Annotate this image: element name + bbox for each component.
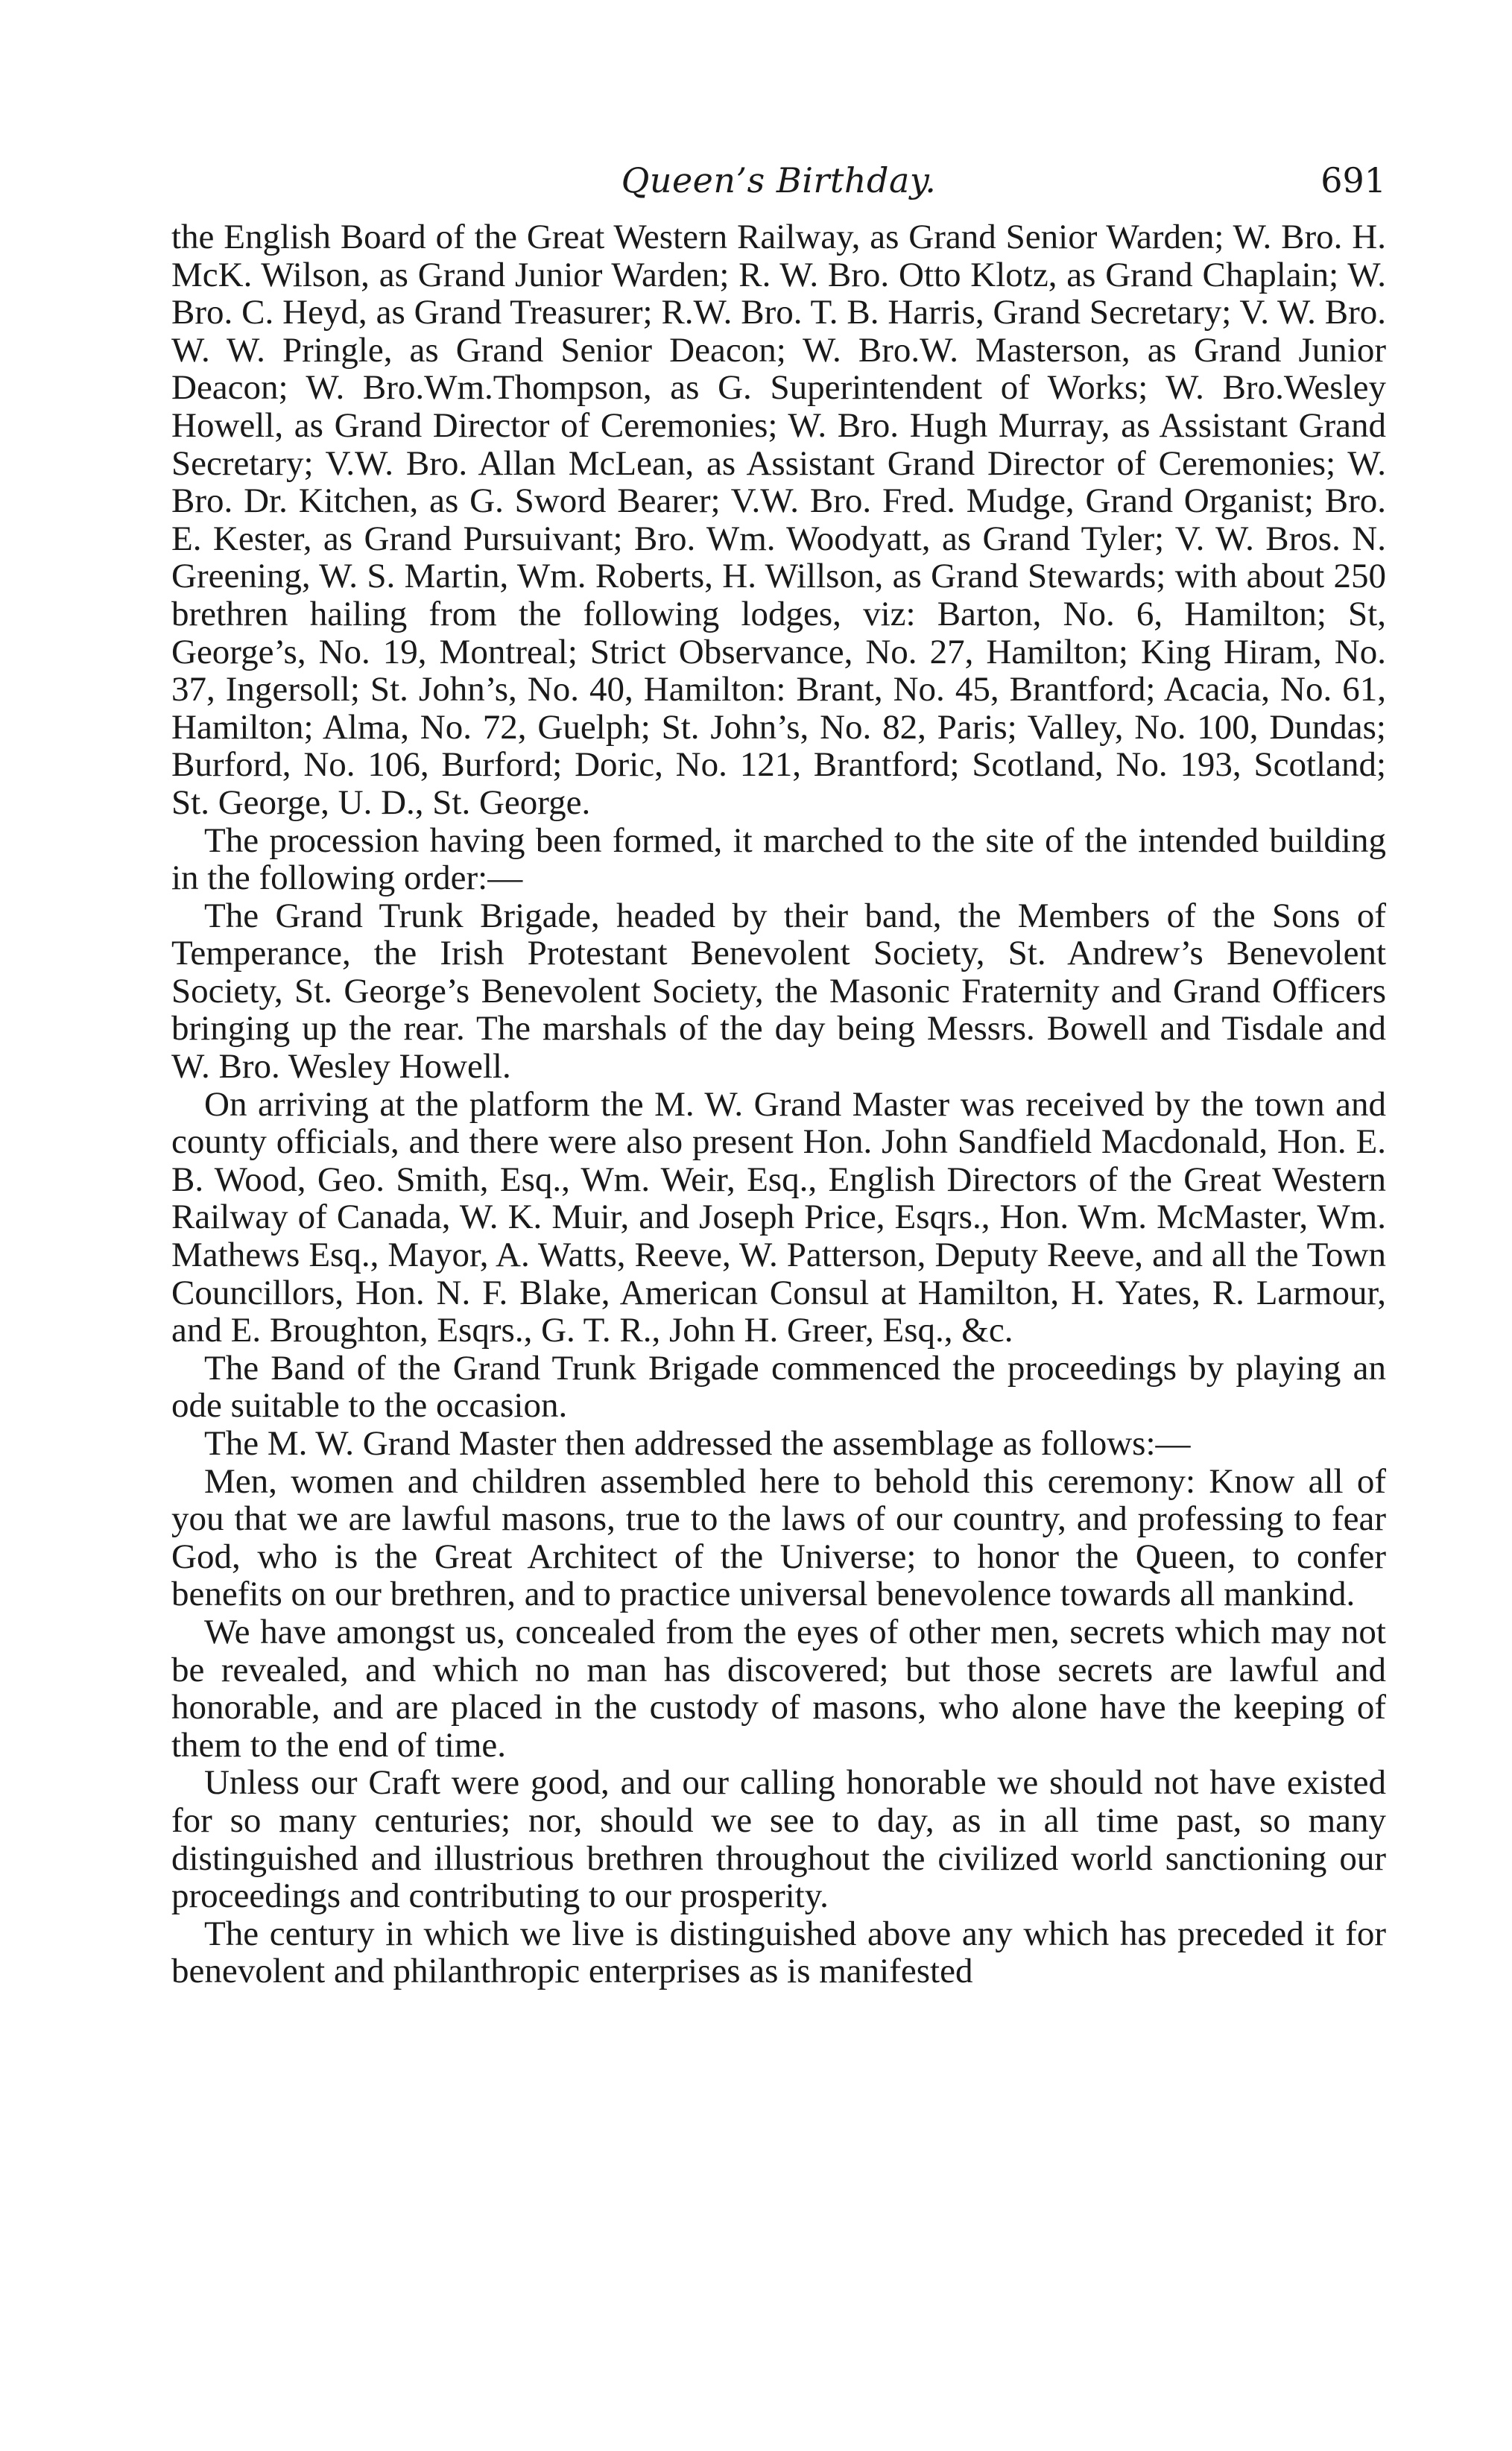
paragraph-speech-craft: Unless our Craft were good, and our calling honorable we should not have existed for so many centuries; nor, should we see to day, as in all time past, so many distinguished and illustrious brethren throughout the civilized world sanctioning our proceedings and contributing to our prosperity. [171,1763,1386,1916]
paragraph-speech-secrets: We have amongst us, concealed from the eyes of other men, secrets which may not be revealed, and which no man has discovered; but those secrets are lawful and honorable, and are placed in the custody of masons, who alone have the keeping of them to the end of time. [171,1612,1386,1765]
paragraph-procession-formed: The procession having been formed, it marched to the site of the intended building in the following order:— [171,820,1386,898]
running-head: Queen’s Birthday. [621,160,937,200]
paragraph-continued: the English Board of the Great Western Railway, as Grand Senior Warden; W. Bro. H. McK. Wilson, as Grand Junior Warden; R. W. Bro. Otto Klotz, as Grand Chaplain; W. Bro. C. Heyd, as Grand Treasurer; R.W. Bro. T. B. Harris, Grand Secretary; V. W. Bro. W. W. Pringle, as Grand Senior Deacon; W. Bro.W. Masterson, as Grand Junior Deacon; W. Bro.Wm.Thompson, as G. Superintendent of Works; W. Bro.Wesley Howell, as Grand Director of Ceremonies; W. Bro. Hugh Murray, as Assistant Grand Secretary; V.W. Bro. Allan McLean, as Assistant Grand Director of Ceremonies; W. Bro. Dr. Kitchen, as G. Sword Bearer; V.W. Bro. Fred. Mudge, Grand Organist; Bro. E. Kester, as Grand Pursuivant; Bro. Wm. Woodyatt, as Grand Tyler; V. W. Bros. N. Greening, W. S. Martin, Wm. Roberts, H. Willson, as Grand Stewards; with about 250 brethren hailing from the following lodges, viz: Barton, No. 6, Hamilton; St, George’s, No. 19, Montreal; Strict Observance, No. 27, Hamilton; King Hiram, No. 37, Ingersoll; St. John’s, No. 40, Hamilton: Brant, No. 45, Brantford; Acacia, No. 61, Hamilton; Alma, No. 72, Guelph; St. John’s, No. 82, Paris; Valley, No. 100, Dundas; Burford, No. 106, Burford; Doric, No. 121, Brantford; Scotland, No. 193, Scotland; St. George, U. D., St. George. [171,218,1386,822]
page-number: 691 [1320,160,1386,200]
paragraph-speech-century: The century in which we live is distinguished above any which has preceded it for benevolent and philanthropic enterprises as is manifested [171,1914,1386,1991]
paragraph-grand-master-address: The M. W. Grand Master then addressed the assemblage as follows:— [204,1424,1191,1463]
page-header [171,160,1386,218]
book-page [171,160,1386,1990]
paragraph-speech-lawful-masons: Men, women and children assembled here to behold this ceremony: Know all of you that we are lawful masons, true to the laws of our country, and professing to fear God, who is the Great Architect of the Universe; to honor the Queen, to confer benefits on our brethren, and to practice universal benevolence towards all mankind. [171,1461,1386,1614]
paragraph-platform-arrival: On arriving at the platform the M. W. Grand Master was received by the town and county officials, and there were also present Hon. John Sandfield Macdonald, Hon. E. B. Wood, Geo. Smith, Esq., Wm. Weir, Esq., English Directors of the Great Western Railway of Canada, W. K. Muir, and Joseph Price, Esqrs., Hon. Wm. McMaster, Wm. Mathews Esq., Mayor, A. Watts, Reeve, W. Patterson, Deputy Reeve, and all the Town Councillors, Hon. N. F. Blake, American Consul at Hamilton, H. Yates, R. Larmour, and E. Broughton, Esqrs., G. T. R., John H. Greer, Esq., &c. [171,1084,1386,1350]
body-text [171,218,1386,1990]
paragraph-band-ode: The Band of the Grand Trunk Brigade commenced the proceedings by playing an ode suitable to the occasion. [171,1348,1386,1426]
paragraph-procession-order: The Grand Trunk Brigade, headed by their band, the Members of the Sons of Temperance, the Irish Protestant Benevolent Society, St. Andrew’s Benevolent Society, St. George’s Benevolent Society, the Masonic Fraternity and Grand Officers bringing up the rear. The marshals of the day being Messrs. Bowell and Tisdale and W. Bro. Wesley Howell. [171,896,1386,1087]
